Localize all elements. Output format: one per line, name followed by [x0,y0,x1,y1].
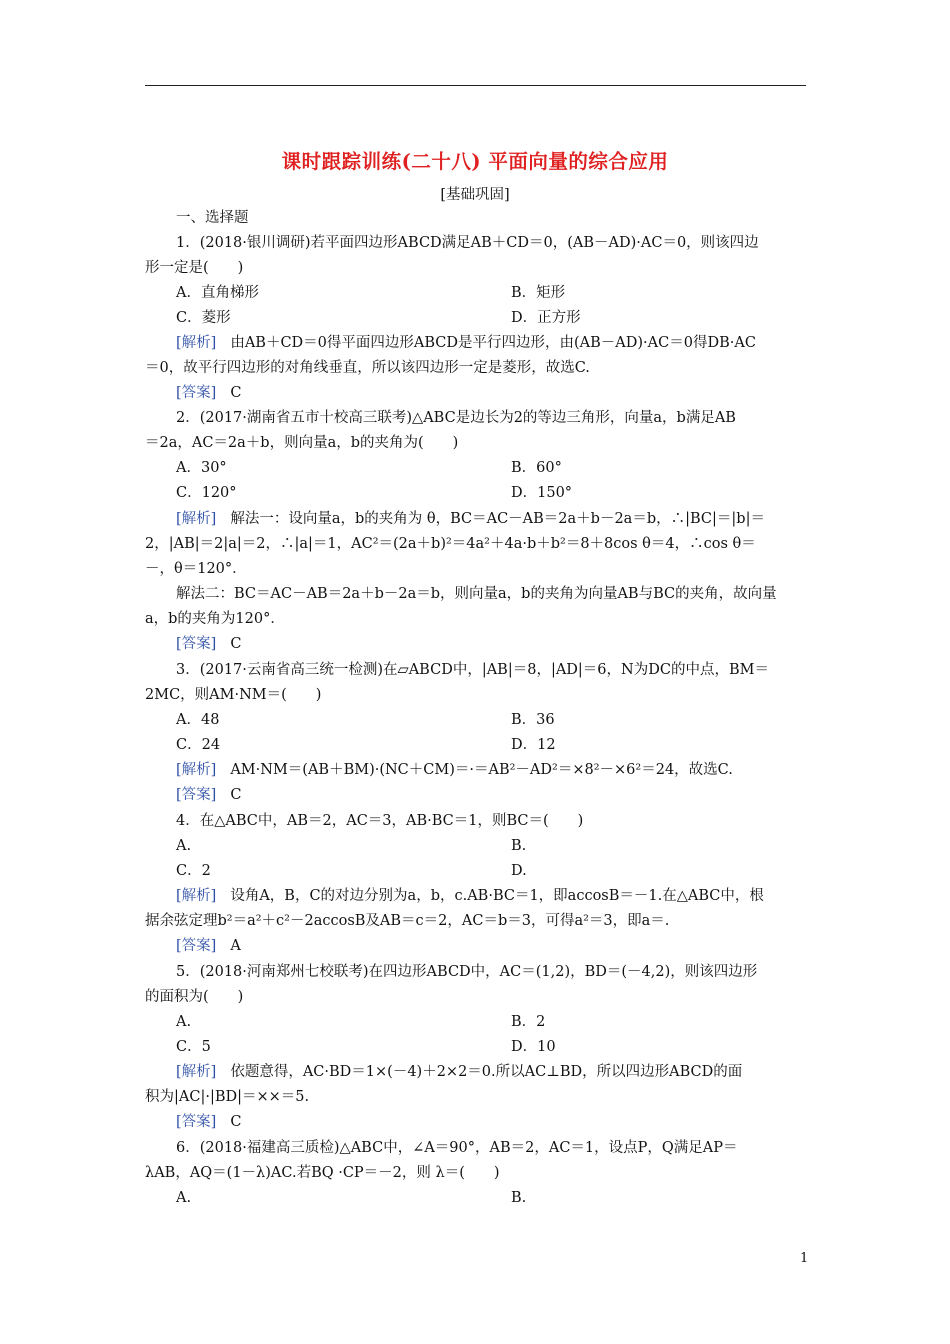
q2-option-c: C．120° [176,485,237,501]
q2-analysis-method-2: 解法二：BC＝AC－AB＝2a＋b－2a＝b，则向量a，b的夹角为向量AB与BC的夹角，故向量 [176,586,777,602]
q2-option-a: A．30° [176,460,227,476]
q3-analysis [176,760,807,780]
q5-answer [176,1112,807,1132]
analysis-text: 设角A，B，C的对边分别为a，b，c.AB·BC＝1，即accosB＝－1.在△ABC中，根 [230,888,764,904]
q5-option-d: D．10 [511,1039,556,1055]
header-rule [145,85,806,86]
analysis-label: [解析] [176,335,217,351]
page-title: 课时跟踪训练(二十八) 平面向量的综合应用 [281,150,669,173]
q5-analysis [176,1062,807,1082]
q4-analysis [176,886,807,906]
analysis-label: [解析] [176,888,217,904]
q1-option-a: A．直角梯形 [176,285,259,301]
answer-label: [答案] [176,938,217,954]
q5-analysis-cont: 积为|AC|·|BD|＝××＝5. [145,1089,310,1105]
q5-option-a: A. [176,1014,192,1030]
page-number: 1 [800,1251,809,1266]
q5-option-b: B．2 [511,1014,546,1030]
q1-option-d: D．正方形 [511,310,581,326]
q3-answer [176,785,807,805]
analysis-text: 由AB＋CD＝0得平面四边形ABCD是平行四边形，由(AB－AD)·AC＝0得DB·AC [230,335,756,351]
analysis-text: AM·NM＝(AB＋BM)·(NC＋CM)＝·＝AB²－AD²＝×8²－×6²＝24，故选C. [230,762,733,778]
q3-option-c: C．24 [176,737,221,753]
q2-option-d: D．150° [511,485,573,501]
question-5-line-1: 5．(2018·河南郑州七校联考)在四边形ABCD中，AC＝(1,2)，BD＝(－4,2)，则该四边形 [176,964,758,980]
answer-label: [答案] [176,385,217,401]
q4-option-a: A. [176,838,192,854]
question-5-line-2: 的面积为( ) [145,989,244,1005]
q2-analysis-method-2-cont: a，b的夹角为120°． [145,611,285,627]
q6-option-a: A. [176,1190,192,1206]
question-6-line-1: 6．(2018·福建高三质检)△ABC中，∠A＝90°，AB＝2，AC＝1，设点P，Q满足AP＝ [176,1140,738,1156]
q4-option-d: D. [511,863,527,879]
q4-option-c: C．2 [176,863,211,879]
section-subtitle: [基础巩固] [440,187,510,203]
question-1-line-1: 1．(2018·银川调研)若平面四边形ABCD满足AB＋CD＝0，(AB－AD)·AC＝0，则该四边 [176,235,759,251]
analysis-text: 依题意得，AC·BD＝1×(－4)＋2×2＝0.所以AC⊥BD，所以四边形ABCD的面 [230,1064,743,1080]
q1-option-b: B．矩形 [511,285,566,301]
question-1-line-2: 形一定是( ) [145,260,244,276]
q2-analysis-cont-2: －，θ＝120°． [145,561,247,577]
q3-option-b: B．36 [511,712,555,728]
answer-label: [答案] [176,787,217,803]
q2-answer [176,634,807,654]
answer-value: A [230,938,241,954]
q5-option-c: C．5 [176,1039,211,1055]
q2-analysis [176,509,807,529]
q2-analysis-cont-1: 2，|AB|＝2|a|＝2，∴|a|＝1，AC²＝(2a＋b)²＝4a²＋4a·b＋b²＝8＋8cos θ＝4，∴cos θ＝ [145,536,756,552]
question-6-line-2: λAB，AQ＝(1－λ)AC.若BQ ·CP＝－2，则 λ＝( ) [145,1165,500,1181]
q1-option-c: C．菱形 [176,310,231,326]
q6-option-b: B. [511,1190,527,1206]
q1-analysis [176,333,807,353]
answer-value: C [230,1114,242,1130]
q1-answer [176,383,807,403]
q4-answer [176,936,807,956]
question-2-line-1: 2．(2017·湖南省五市十校高三联考)△ABC是边长为2的等边三角形，向量a，b满足AB [176,410,736,426]
question-3-line-1: 3．(2017·云南省高三统一检测)在▱ABCD中，|AB|＝8，|AD|＝6，N为DC的中点，BM＝ [176,662,769,678]
analysis-label: [解析] [176,511,217,527]
question-2-line-2: ＝2a，AC＝2a＋b，则向量a，b的夹角为( ) [145,435,459,451]
q1-analysis-cont: ＝0，故平行四边形的对角线垂直，所以该四边形一定是菱形，故选C. [145,360,590,376]
q2-option-b: B．60° [511,460,562,476]
question-4-line-1: 4．在△ABC中，AB＝2，AC＝3，AB·BC＝1，则BC＝( ) [176,813,584,829]
q4-analysis-cont: 据余弦定理b²＝a²＋c²－2accosB及AB＝c＝2，AC＝b＝3，可得a²＝3，即a＝. [145,913,670,929]
answer-value: C [230,385,242,401]
answer-value: C [230,787,242,803]
section-heading: 一、选择题 [176,210,249,226]
q3-option-d: D．12 [511,737,556,753]
question-3-line-2: 2MC，则AM·NM＝( ) [145,687,322,703]
analysis-label: [解析] [176,1064,217,1080]
analysis-label: [解析] [176,762,217,778]
answer-label: [答案] [176,1114,217,1130]
q3-option-a: A．48 [176,712,220,728]
analysis-text: 解法一：设向量a，b的夹角为 θ，BC＝AC－AB＝2a＋b－2a＝b，∴|BC|＝|b|＝ [230,511,765,527]
answer-value: C [230,636,242,652]
q4-option-b: B. [511,838,527,854]
answer-label: [答案] [176,636,217,652]
